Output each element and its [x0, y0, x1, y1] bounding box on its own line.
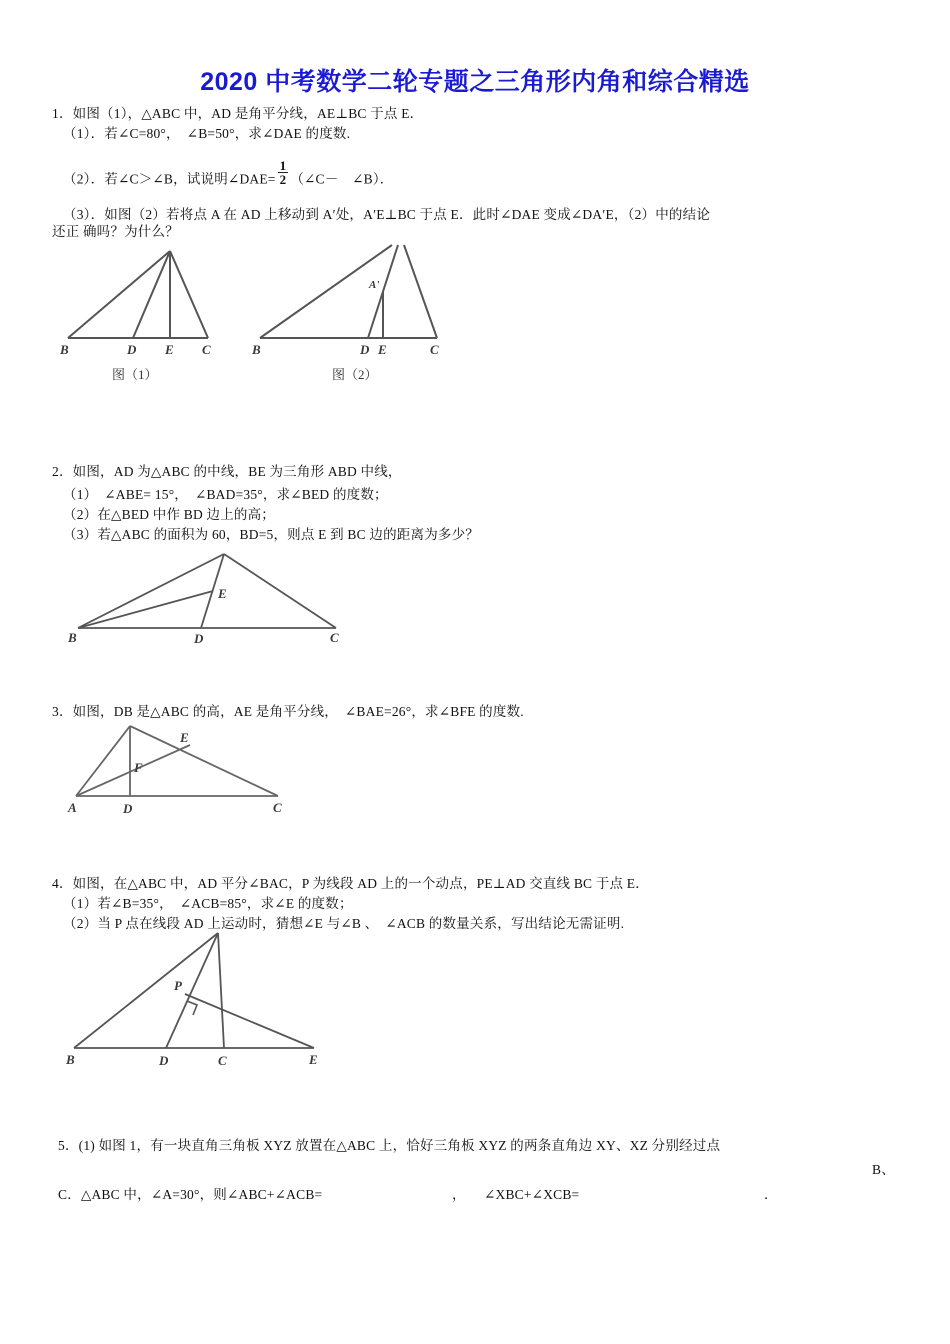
- figure-3: [68, 724, 298, 814]
- problem-1-stem: 1．如图（1），△ABC 中，AD 是角平分线，AE⊥BC 于点 E．: [52, 106, 424, 121]
- figure-1-1-label-D: D: [127, 342, 137, 357]
- fraction-denominator: 2: [279, 172, 287, 188]
- problem-5-blank-2-label: ∠XBC+∠XCB=: [484, 1187, 580, 1202]
- problem-1-part-3-line-2: 还正 确吗？为什么？: [52, 224, 179, 239]
- problem-1-part-2-text-a: （2）．若∠C＞∠B，试说明∠DAE=: [63, 171, 276, 187]
- problem-1-part-3-line-1: （3）．如图（2）若将点 A 在 AD 上移动到 A′处，A′E⊥BC 于点 E．此时∠DAE 变成∠DA′E，（2）中的结论: [63, 207, 711, 222]
- figure-2-label-E: E: [218, 586, 227, 601]
- figure-4: [66, 928, 336, 1068]
- figure-1-1: [60, 243, 240, 358]
- problem-1-part-2-text-b: （∠C－ ∠B）．: [290, 171, 394, 187]
- figure-1-2-label-D: D: [360, 342, 370, 357]
- figure-3-label-C: C: [273, 800, 282, 815]
- problem-5-comma: ，: [452, 1187, 466, 1202]
- figure-2-label-D: D: [194, 631, 204, 646]
- figure-4-label-C: C: [218, 1053, 227, 1068]
- problem-4-stem: 4．如图，在△ABC 中，AD 平分∠BAC，P 为线段 AD 上的一个动点，PE⊥AD 交直线 BC 于点 E．: [52, 876, 649, 891]
- figure-2: [68, 548, 358, 648]
- figure-1-2-label-A-prime: A': [369, 279, 380, 291]
- figure-1-2-caption: 图（2）: [332, 367, 378, 382]
- problem-2-part-2: （2）在△BED 中作 BD 边上的高；: [63, 507, 276, 522]
- figure-1-2-label-C: C: [430, 342, 439, 357]
- page-title: 2020 中考数学二轮专题之三角形内角和综合精选: [200, 68, 750, 96]
- figure-1-1-caption: 图（1）: [112, 367, 158, 382]
- figure-4-label-D: D: [159, 1053, 169, 1068]
- figure-3-label-F: F: [134, 760, 143, 775]
- figure-3-label-A: A: [68, 800, 77, 815]
- figure-4-label-P: P: [174, 978, 182, 993]
- problem-2-part-1: （1） ∠ABE= 15°， ∠BAD=35°，求∠BED 的度数；: [63, 487, 388, 502]
- problem-4-part-1: （1）若∠B=35°， ∠ACB=85°，求∠E 的度数；: [63, 896, 353, 911]
- fraction-numerator: 1: [279, 158, 287, 173]
- problem-5-stem: 5．(1) 如图 1，有一块直角三角板 XYZ 放置在△ABC 上，恰好三角板 XYZ 的两条直角边 XY、XZ 分别经过点: [58, 1138, 721, 1153]
- problem-2-stem: 2．如图，AD 为△ABC 的中线，BE 为三角形 ABD 中线，: [52, 464, 402, 479]
- figure-3-label-E: E: [180, 730, 189, 745]
- problem-5-line-B: B、: [872, 1162, 895, 1177]
- figure-1-1-label-E: E: [165, 342, 174, 357]
- problem-2-part-3: （3）若△ABC 的面积为 60，BD=5，则点 E 到 BC 边的距离为多少？: [63, 527, 480, 542]
- problem-5-line-C: C．△ABC 中，∠A=30°，则∠ABC+∠ACB=: [58, 1187, 323, 1202]
- problem-4-part-2: （2）当 P 点在线段 AD 上运动时，猜想∠E 与∠B 、 ∠ACB 的数量关系，写出结论无需证明.: [63, 916, 625, 931]
- figure-1-2-label-B: B: [252, 342, 261, 357]
- figure-4-label-E: E: [309, 1052, 318, 1067]
- fraction-one-half: [278, 159, 289, 187]
- figure-1-1-label-B: B: [60, 342, 69, 357]
- problem-1-part-2: [63, 158, 394, 191]
- problem-1-part-1: （1）．若∠C=80°， ∠B=50°，求∠DAE 的度数.: [63, 126, 351, 141]
- problem-3-stem: 3．如图，DB 是△ABC 的高，AE 是角平分线， ∠BAE=26°，求∠BFE 的度数.: [52, 704, 524, 719]
- figure-2-label-C: C: [330, 630, 339, 645]
- figure-1-2: [252, 243, 467, 358]
- figure-4-label-B: B: [66, 1052, 75, 1067]
- figure-3-label-D: D: [123, 801, 133, 816]
- problem-5-period: ．: [764, 1187, 778, 1202]
- figure-1-2-label-E: E: [378, 342, 387, 357]
- figure-1-1-label-C: C: [202, 342, 211, 357]
- figure-2-label-B: B: [68, 630, 77, 645]
